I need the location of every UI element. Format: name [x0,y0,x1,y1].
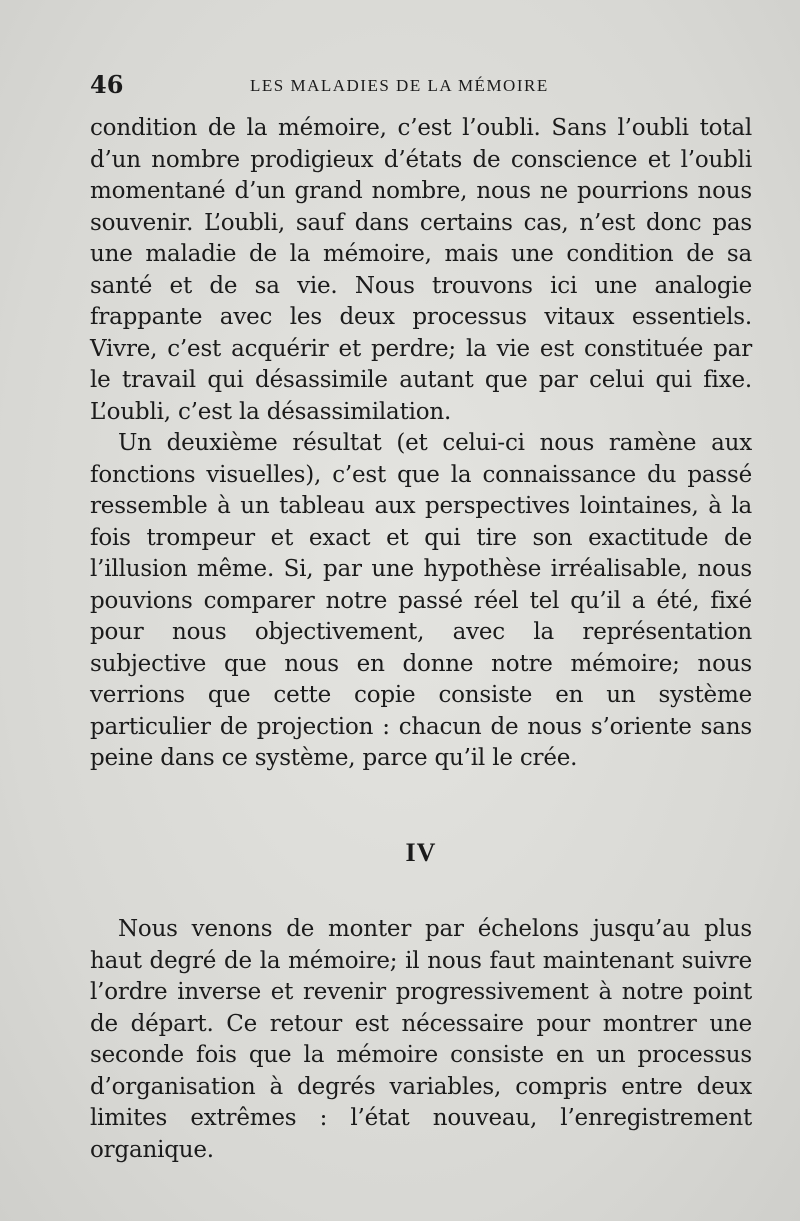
page-body [90,113,752,1166]
section-heading: IV [405,837,437,867]
paragraph-second-result: Un deuxième résultat (et celui-ci nous ramène aux fonctions visuelles), c’est que la connaissance du passé ressemble à un tableau aux perspectives lointaines, à la fois trompeur et exact et qui tire son exactitude de l’illusion même. Si, par une hypothèse irréalisable, nous pouvions comparer notre passé réel tel qu’il a été, fixé pour nous objectivement, avec la représentation subjective que nous en donne notre mémoire; nous verrions que cette copie consiste en un système particulier de projection : chacun de nous s’oriente sans peine dans ce système, parce qu’il le crée. [90,430,752,771]
running-head: LES MALADIES DE LA MÉMOIRE [250,76,549,95]
paragraph-section-iv: Nous venons de monter par échelons jusqu’au plus haut degré de la mémoire; il nous faut maintenant suivre l’ordre inverse et revenir progressivement à notre point de départ. Ce retour est nécessaire pour montrer une seconde fois que la mémoire consiste en un processus d’organisation à degrés variables, compris entre deux limites extrêmes : l’état nouveau, l’enregistrement organique. [90,916,752,1163]
page-header [90,70,750,104]
page-number: 46 [90,70,124,99]
paragraph-continued: condition de la mémoire, c’est l’oubli. Sans l’oubli total d’un nombre prodigieux d’états de conscience et l’oubli momentané d’un grand nombre, nous ne pourrions nous souvenir. L’oubli, sauf dans certains cas, n’est donc pas une maladie de la mémoire, mais une condition de sa santé et de sa vie. Nous trouvons ici une analogie frappante avec les deux processus vitaux essentiels. Vivre, c’est acquérir et perdre; la vie est constituée par le travail qui désassimile autant que par celui qui fixe. L’oubli, c’est la désassimilation. [90,115,752,425]
